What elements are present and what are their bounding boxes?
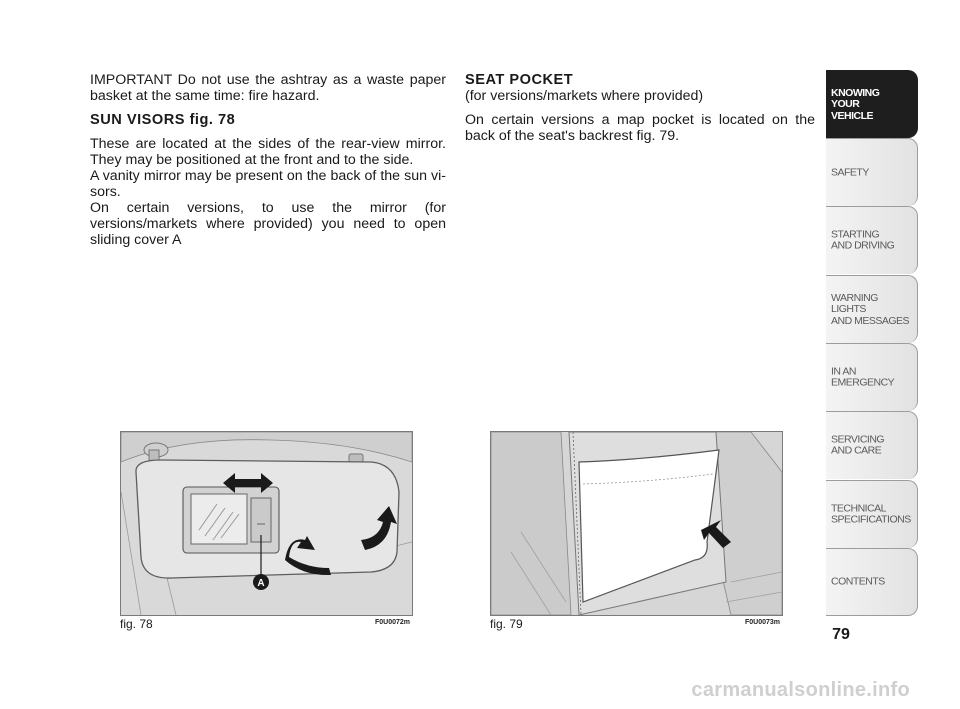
tab-safety[interactable] (826, 138, 918, 206)
tab-starting-and-driving[interactable] (826, 206, 918, 274)
figure-79-seat-pocket (490, 431, 783, 616)
tab-label: CONTENTS (831, 575, 885, 588)
seat-pocket-heading: SEAT POCKET (465, 72, 574, 88)
tab-contents[interactable] (826, 548, 918, 616)
left-text-column (90, 72, 446, 256)
seat-pocket-illustration (491, 432, 782, 615)
tab-knowing-your-vehicle[interactable] (826, 70, 918, 138)
tab-label: SAFETY (831, 165, 869, 178)
sun-visors-heading: SUN VISORS fig. 78 (90, 112, 236, 128)
seat-pocket-paragraph: On certain versions a map pocket is located on the back of the seat's backrest fig. 79. (465, 112, 815, 144)
tab-label: IN AN EMERGENCY (831, 365, 895, 389)
tab-in-an-emergency[interactable] (826, 343, 918, 411)
figure-79-code: F0U0073m (745, 619, 781, 626)
right-text-column (465, 72, 815, 152)
figure-79-caption: fig. 79 (490, 617, 523, 631)
watermark: carmanualsonline.info (691, 679, 910, 701)
page-number: 79 (832, 626, 850, 643)
sliding-cover-paragraph: On certain versions, to use the mirror (for versions/markets where provided) you need to open sliding cover A (90, 200, 446, 248)
figure-78-code: F0U0072m (375, 619, 411, 626)
sun-visors-paragraph: These are located at the sides of the rear-view mirror. They may be positioned at the front and to the side. (90, 136, 446, 168)
tab-warning-lights[interactable] (826, 275, 918, 343)
figure-78-caption: fig. 78 (120, 617, 153, 631)
tab-servicing-and-care[interactable] (826, 411, 918, 479)
figure-78-sun-visor (120, 431, 413, 616)
tab-label: WARNING LIGHTS AND MESSAGES (831, 291, 910, 327)
callout-a-label: A (257, 578, 265, 589)
tab-label: KNOWING YOUR VEHICLE (831, 86, 880, 122)
vanity-mirror-paragraph: A vanity mirror may be present on the back of the sun vi-sors. (90, 168, 446, 200)
tab-label: SERVICING AND CARE (831, 433, 885, 457)
tab-label: TECHNICAL SPECIFICATIONS (831, 502, 911, 526)
important-note: IMPORTANT Do not use the ashtray as a waste paper basket at the same time: fire hazard. (90, 72, 446, 104)
tab-technical-specifications[interactable] (826, 480, 918, 548)
chapter-sidebar (826, 70, 919, 618)
seat-pocket-subheading: (for versions/markets where provided) (465, 88, 704, 104)
tab-label: STARTING AND DRIVING (831, 228, 895, 252)
sun-visor-illustration (121, 432, 412, 615)
